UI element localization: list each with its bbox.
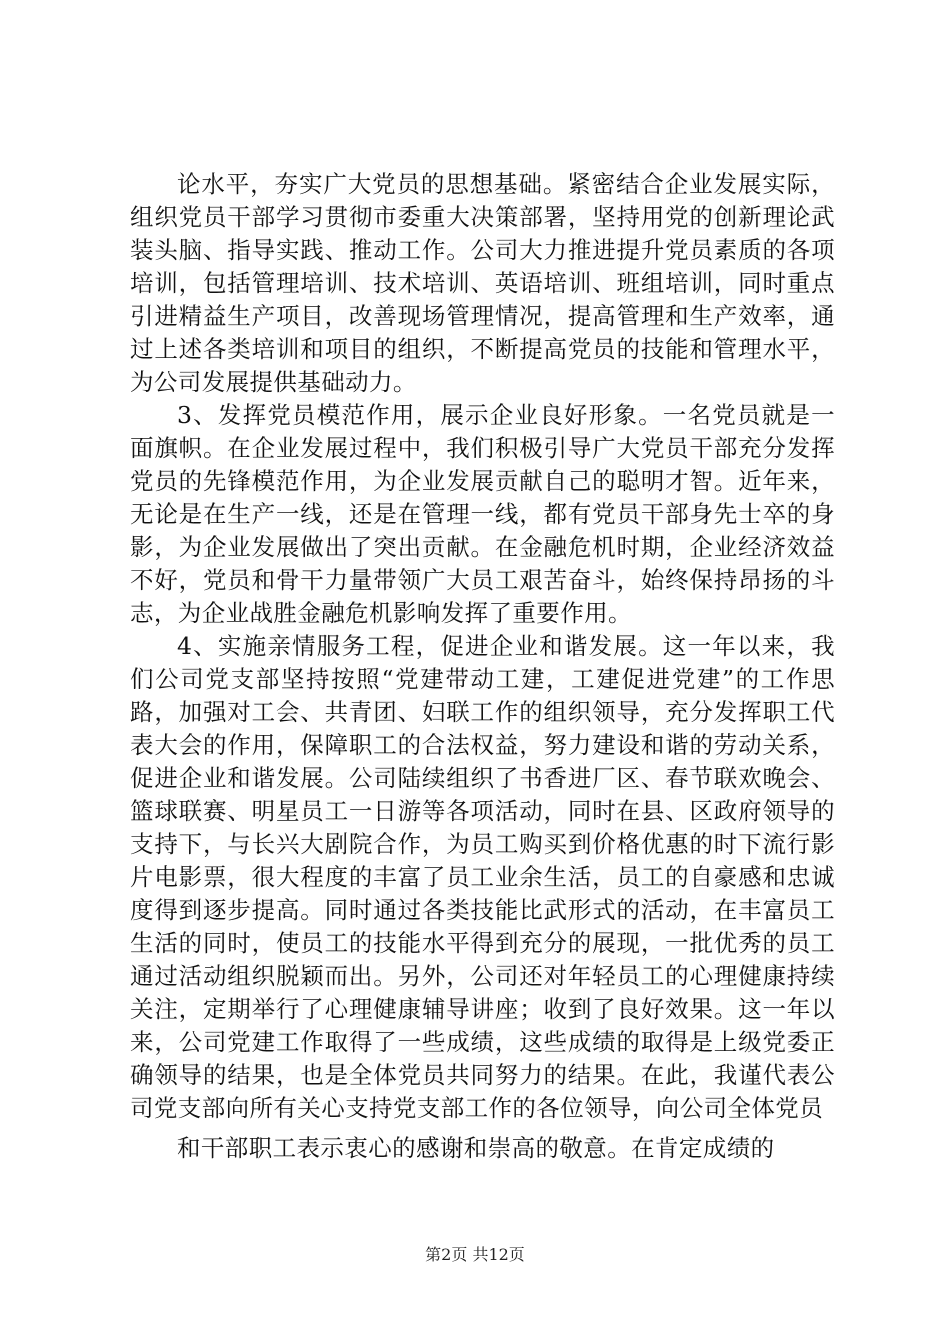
page-footer: 第2页 共12页 <box>425 1245 525 1264</box>
paragraph-1: 论水平，夯实广大党员的思想基础。紧密结合企业发展实际，组织党员干部学习贯彻市委重大决策部署，坚持用党的创新理论武装头脑、指导实践、推动工作。公司大力推进提升党员素质的各项培训，包括管理培训、技术培训、英语培训、班组培训，同时重点引进精益生产项目，改善现场管理情况，提高管理和生产效率，通过上述各类培训和项目的组织，不断提高党员的技能和管理水平，为公司发展提供基础动力。 <box>130 170 835 396</box>
paragraph-2: 3、发挥党员模范作用，展示企业良好形象。一名党员就是一面旗帜。在企业发展过程中，我们积极引导广大党员干部充分发挥党员的先锋模范作用，为企业发展贡献自己的聪明才智。近年来，无论是在生产一线，还是在管理一线，都有党员干部身先士卒的身影，为企业发展做出了突出贡献。在金融危机时期，企业经济效益不好，党员和骨干力量带领广大员工艰苦奋斗，始终保持昂扬的斗志，为企业战胜金融危机影响发挥了重要作用。 <box>130 401 835 627</box>
paragraph-3: 4、实施亲情服务工程，促进企业和谐发展。这一年以来，我们公司党支部坚持按照“党建带动工建，工建促进党建”的工作思路，加强对工会、共青团、妇联工作的组织领导，充分发挥职工代表大会的作用，保障职工的合法权益，努力建设和谐的劳动关系，促进企业和谐发展。公司陆续组织了书香进厂区、春节联欢晚会、篮球联赛、明星员工一日游等各项活动，同时在县、区政府领导的支持下，与长兴大剧院合作，为员工购买到价格优惠的时下流行影片电影票，很大程度的丰富了员工业余生活，员工的自豪感和忠诚度得到逐步提高。同时通过各类技能比武形式的活动，在丰富员工生活的同时，使员工的技能水平得到充分的展现，一批优秀的员工通过活动组织脱颖而出。另外，公司还对年轻员工的心理健康持续关注，定期举行了心理健康辅导讲座；收到了良好效果。这一年以来，公司党建工作取得了一些成绩，这些成绩的取得是上级党委正确领导的结果，也是全体党员共同努力的结果。在此，我谨代表公司党支部向所有关心支持党支部工作的各位领导，向公司全体党员 <box>130 632 835 1122</box>
paragraph-4: 和干部职工表示衷心的感谢和崇高的敬意。在肯定成绩的 <box>177 1134 775 1162</box>
body-text <box>130 168 835 1165</box>
